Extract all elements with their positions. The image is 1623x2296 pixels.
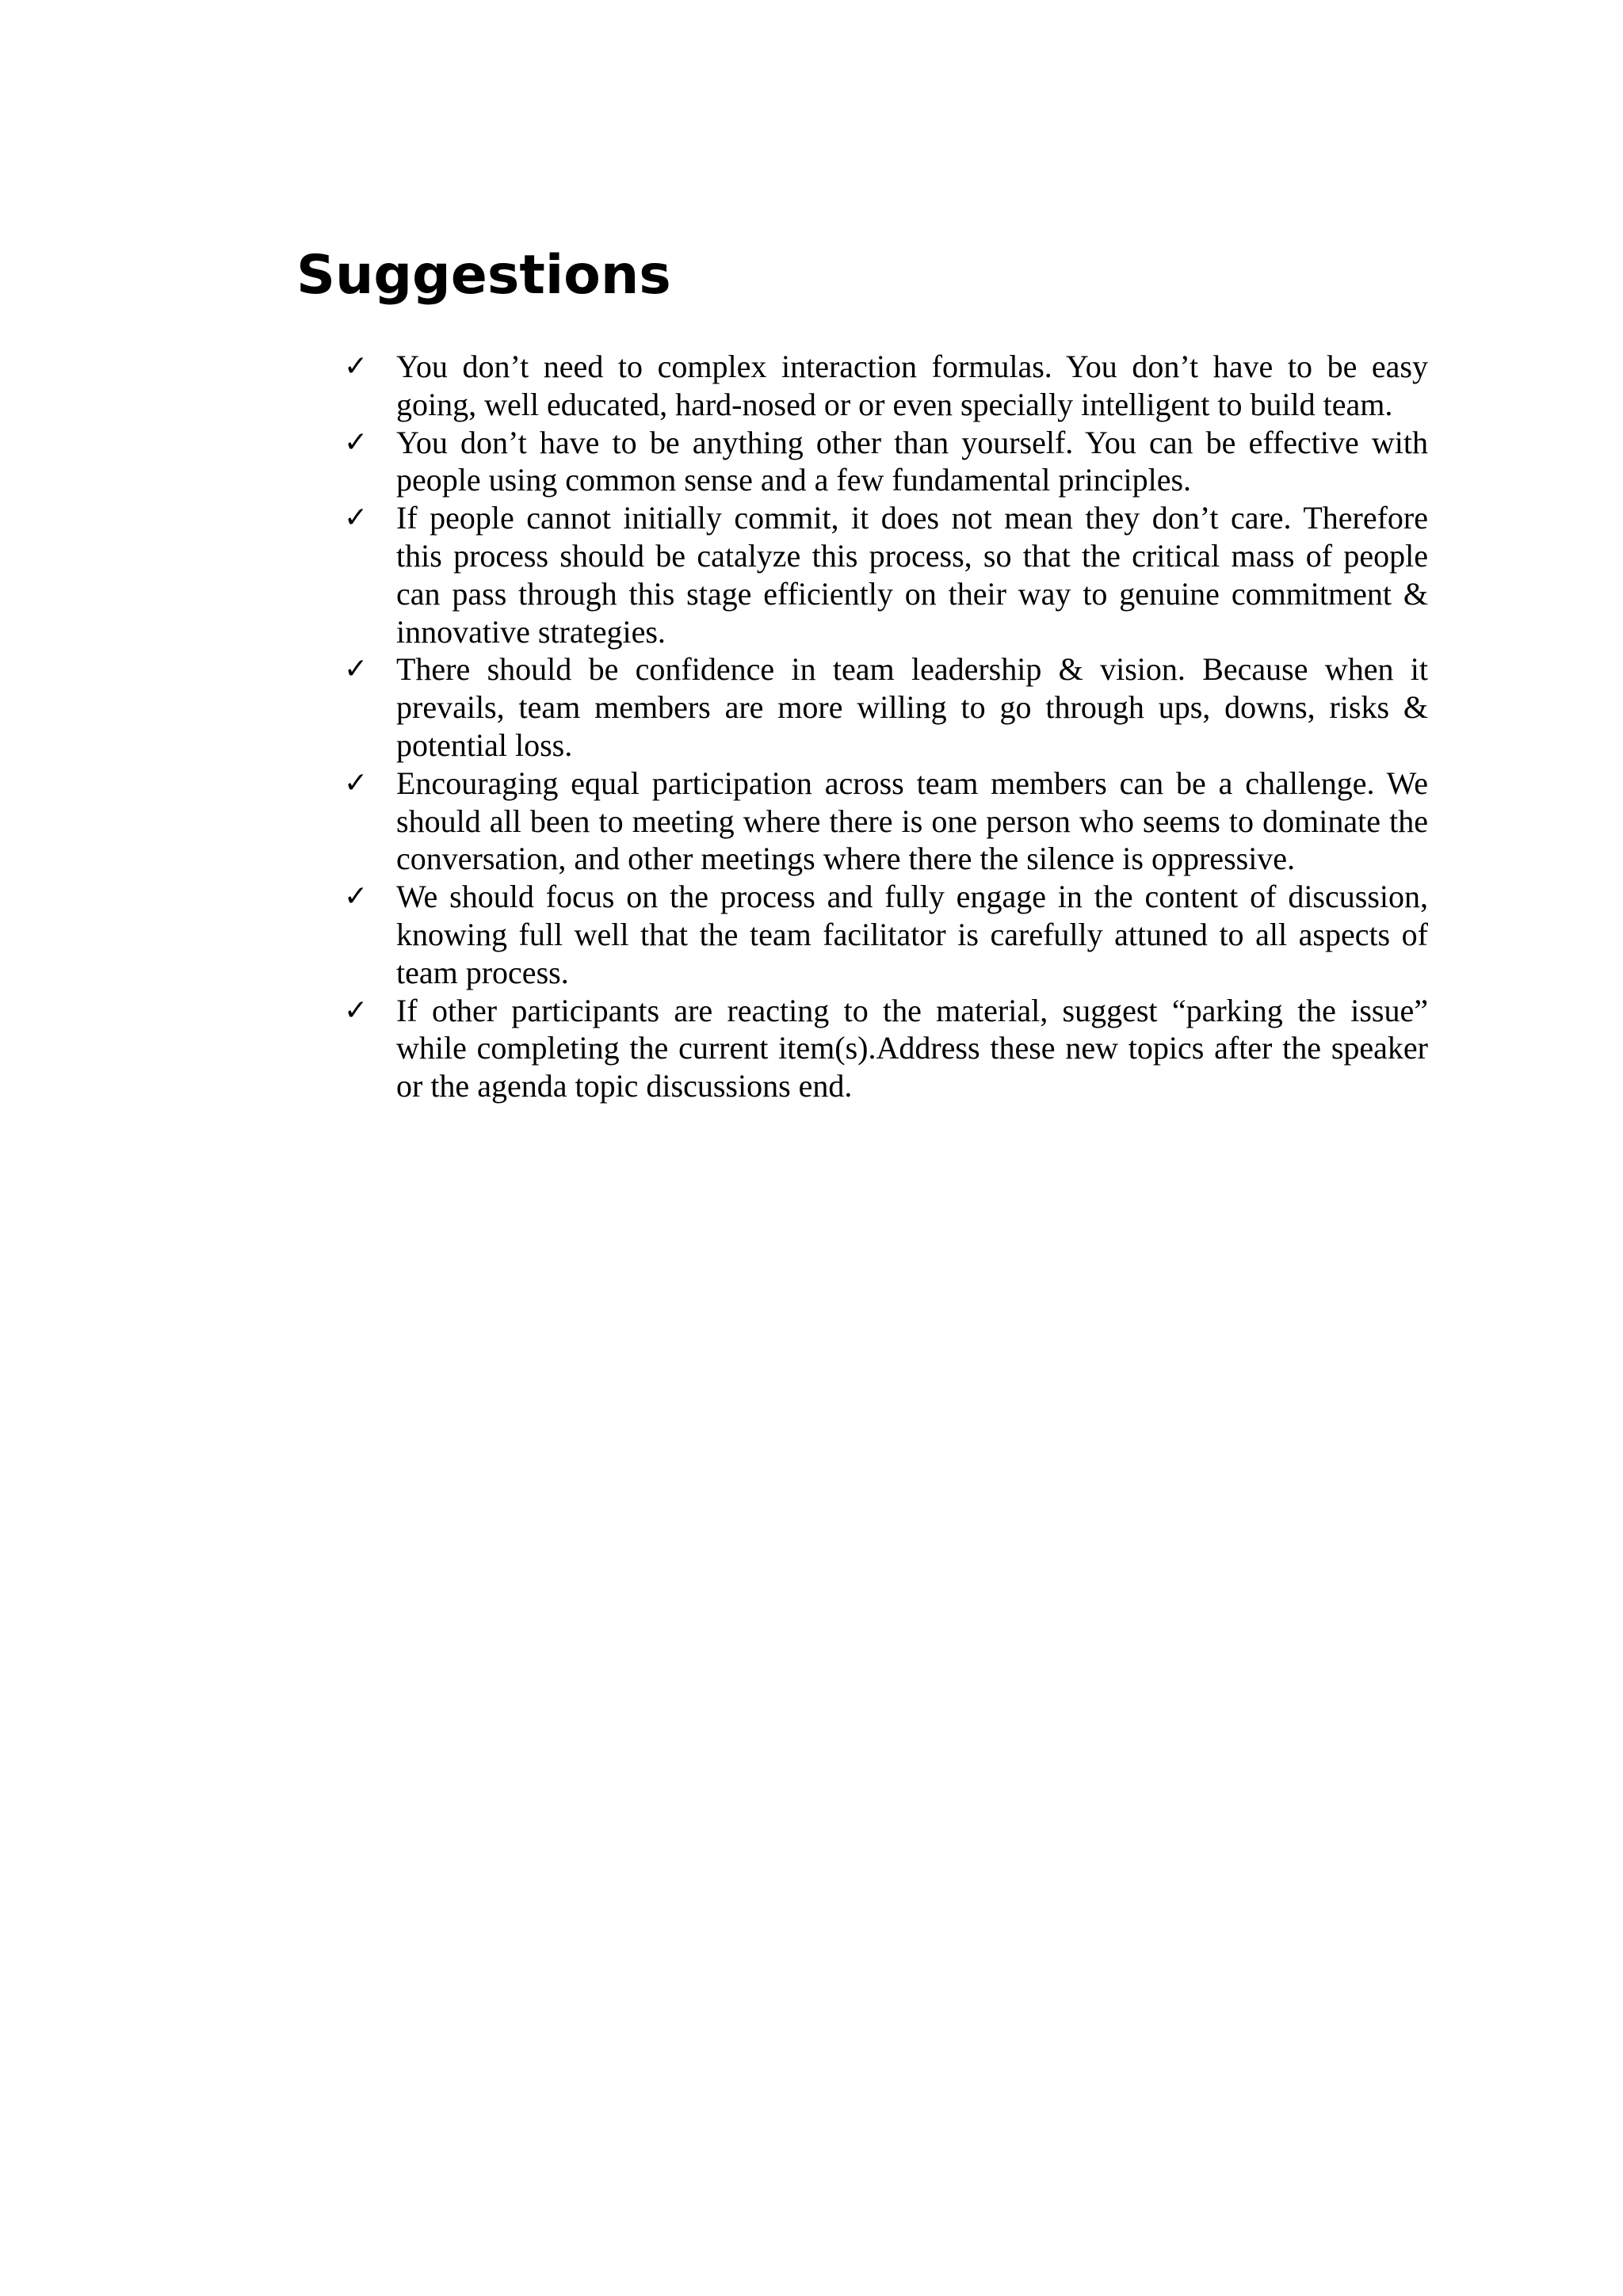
list-item-text: Encouraging equal participation across team members can be a challenge. We should all been to meeting where there is one person who seems to dominate the conversation, and other meetings where there the silence is oppressive. bbox=[396, 765, 1428, 877]
page-title: Suggestions bbox=[296, 244, 671, 307]
check-mark-icon: ✓ bbox=[344, 766, 369, 799]
check-mark-icon: ✓ bbox=[344, 994, 369, 1027]
check-mark-icon: ✓ bbox=[344, 502, 369, 535]
list-item bbox=[344, 650, 1428, 764]
check-mark-icon: ✓ bbox=[344, 350, 369, 383]
list-item-text: We should focus on the process and fully engage in the content of discussion, knowing full well that the team facilitator is carefully attuned to all aspects of team process. bbox=[396, 879, 1428, 990]
list-item-text: If people cannot initially commit, it does not mean they don’t care. Therefore this process should be catalyze this process, so that the critical mass of people can pass through this stage efficiently on their way to genuine commitment & innovative strategies. bbox=[396, 500, 1428, 650]
list-item-text: If other participants are reacting to the material, suggest “parking the issue” while completing the current item(s).Address these new topics after the speaker or the agenda topic discussions end. bbox=[396, 992, 1428, 1104]
list-item bbox=[344, 765, 1428, 878]
list-item bbox=[344, 424, 1428, 500]
list-item-text: You don’t have to be anything other than yourself. You can be effective with people using common sense and a few fundamental principles. bbox=[396, 424, 1428, 498]
list-item bbox=[344, 992, 1428, 1105]
list-item bbox=[344, 878, 1428, 991]
list-item bbox=[344, 348, 1428, 424]
suggestions-list bbox=[344, 348, 1428, 1105]
list-item-text: There should be confidence in team leadership & vision. Because when it prevails, team members are more willing to go through ups, downs, risks & potential loss. bbox=[396, 651, 1428, 763]
check-mark-icon: ✓ bbox=[344, 880, 369, 913]
list-item-text: You don’t need to complex interaction formulas. You don’t have to be easy going, well educated, hard-nosed or or even specially intelligent to build team. bbox=[396, 349, 1428, 422]
check-mark-icon: ✓ bbox=[344, 425, 369, 459]
list-item bbox=[344, 499, 1428, 650]
check-mark-icon: ✓ bbox=[344, 653, 369, 686]
